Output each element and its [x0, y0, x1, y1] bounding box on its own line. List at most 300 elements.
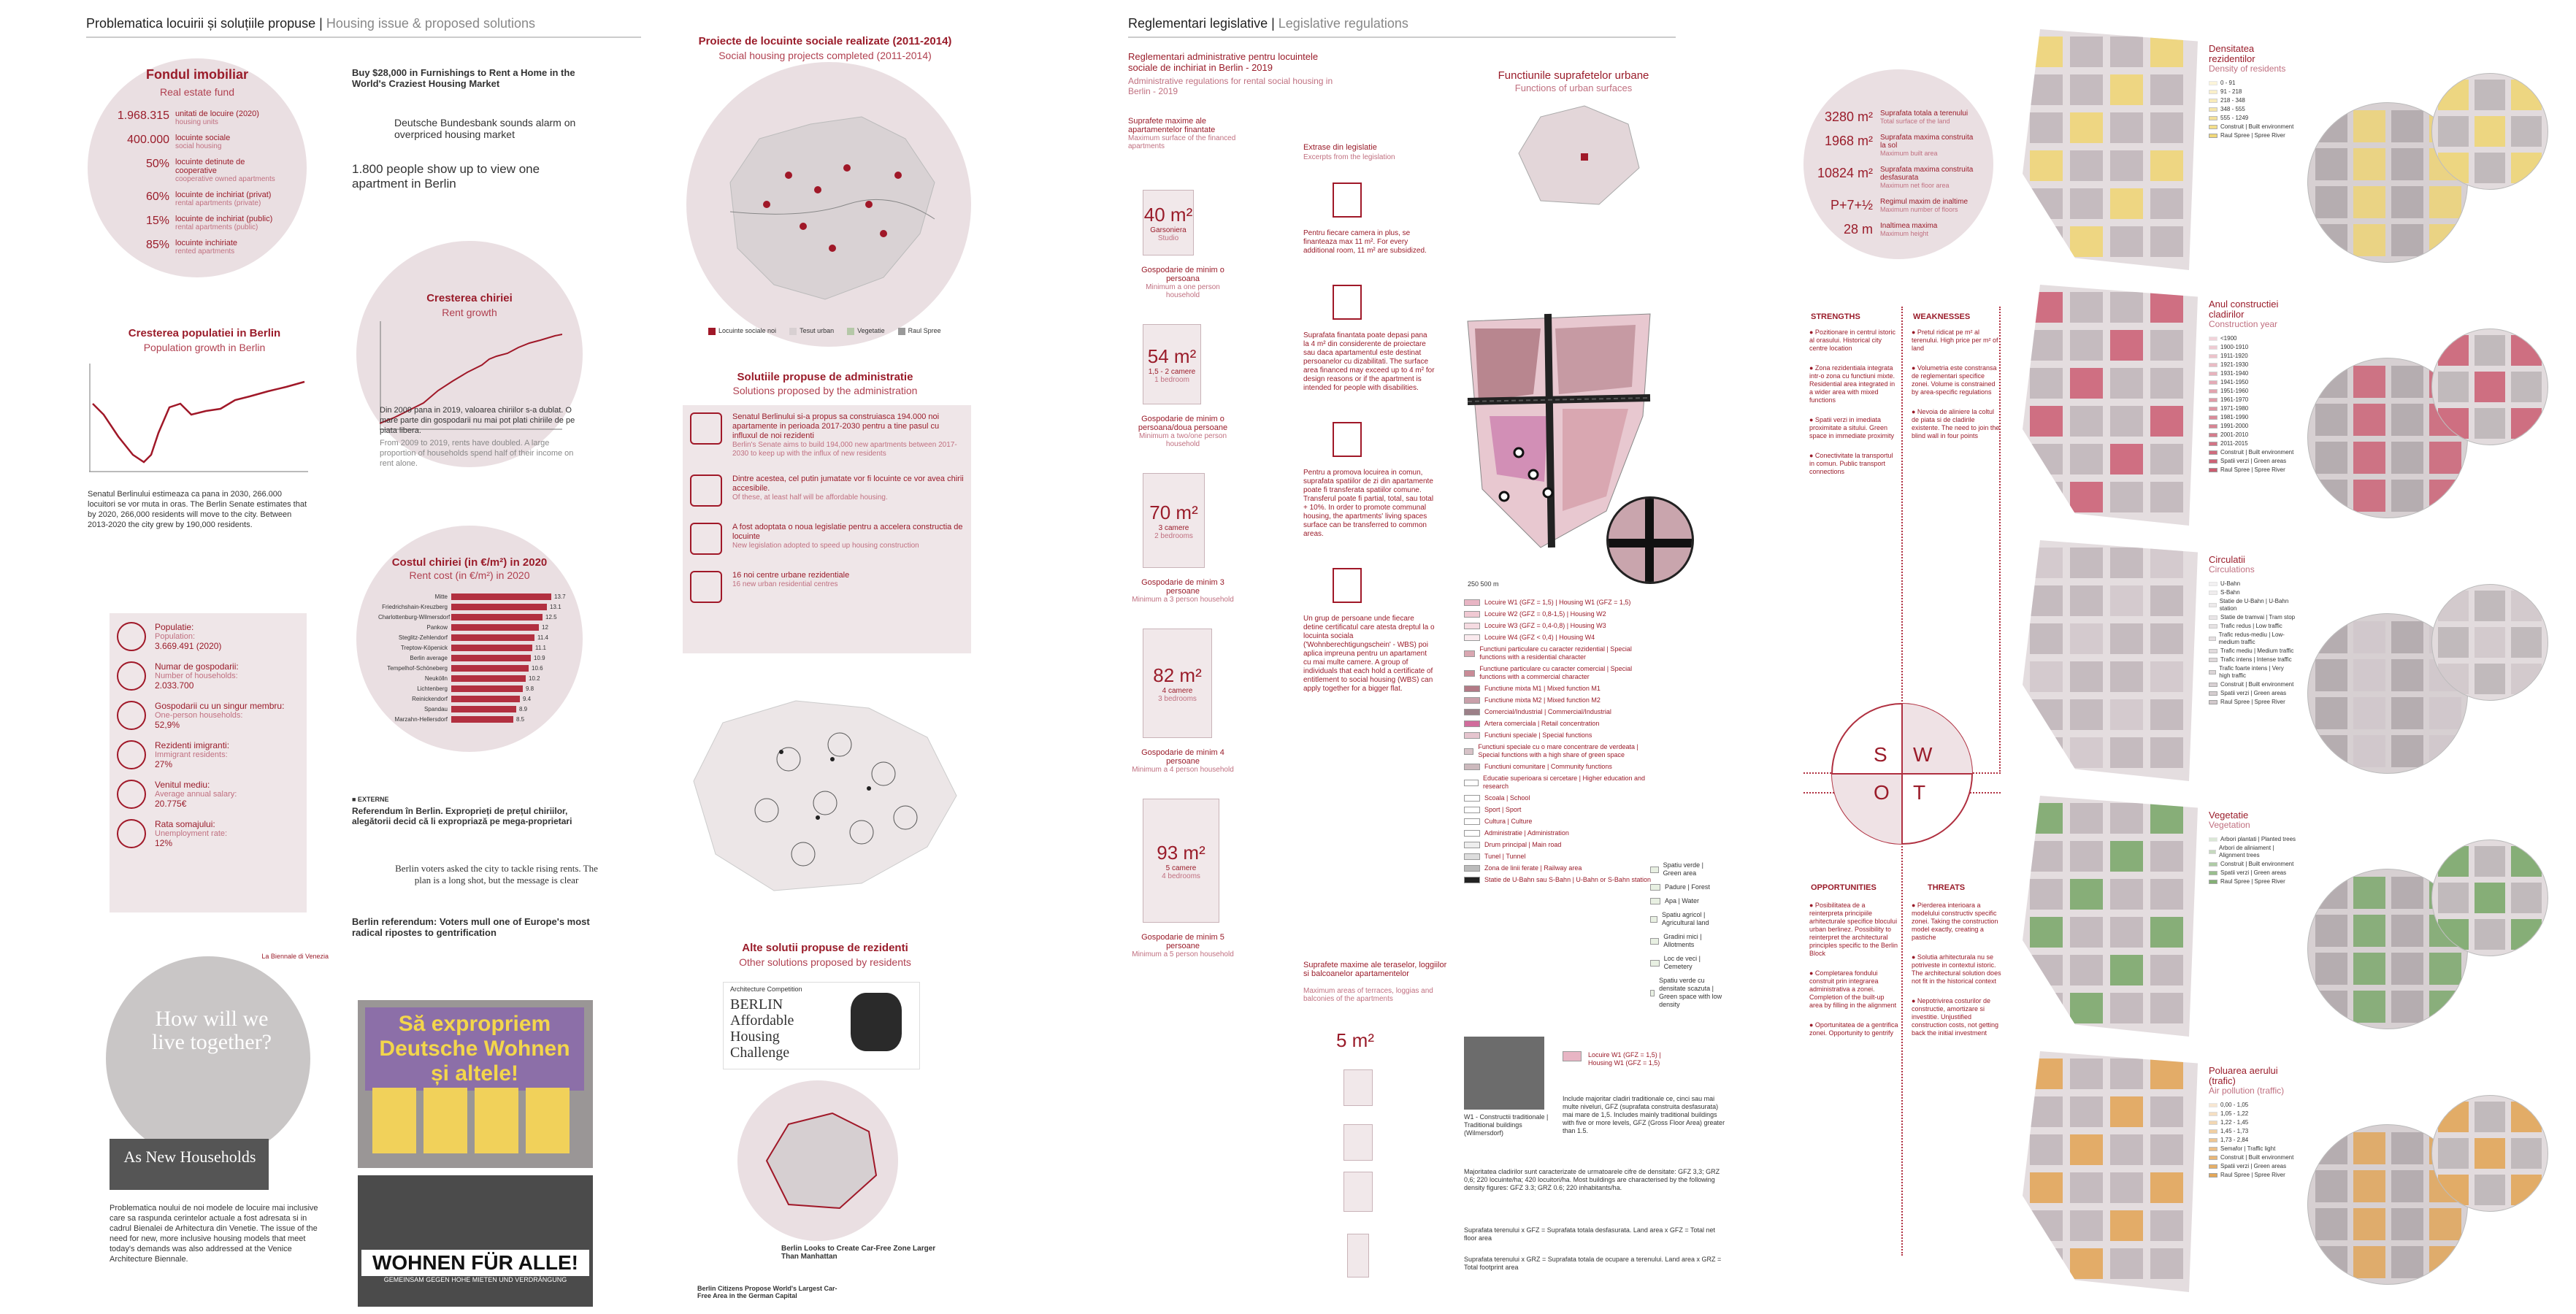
- terrace-area: 5 m²: [1336, 1029, 1374, 1051]
- zoom-cell: [2438, 919, 2469, 950]
- pop-growth-subtitle: Population growth in Berlin: [143, 342, 266, 353]
- map-legend-swatch: [2209, 424, 2217, 429]
- map-legend-swatch: [2209, 345, 2217, 350]
- w1-swatch: [1563, 1051, 1582, 1061]
- map-legend-label: 1961-1970: [2220, 396, 2249, 403]
- sign: [423, 1088, 467, 1153]
- map-legend-label: Arbori de aliniament | Alignment trees: [2218, 845, 2274, 858]
- projects-map: [701, 95, 949, 314]
- stat-label-en: One-person households:: [155, 711, 243, 720]
- zoom-cell: [2511, 1138, 2542, 1169]
- fund-label-en: housing units: [175, 118, 218, 126]
- zoom-cell: [2438, 80, 2469, 110]
- map-legend-label: <1900: [2220, 335, 2237, 342]
- map-block-cell: [2110, 150, 2143, 181]
- excerpt-block: [1303, 422, 1435, 539]
- header2-ro: Reglementari legislative: [1128, 16, 1268, 31]
- zoom-cell: [2429, 480, 2461, 512]
- map-legend-item: [2209, 379, 2296, 386]
- map-block-cell: [2110, 803, 2143, 834]
- map-block-cell: [2150, 330, 2183, 361]
- urban-legend-swatch: [1464, 795, 1480, 802]
- urban-legend-item: [1464, 763, 1654, 771]
- map-block-cell: [2070, 150, 2103, 181]
- unit-block: [1128, 799, 1289, 958]
- news-headline-5: Berlin voters asked the city to tackle rising rents. The plan is a long shot, but the message is clear: [395, 863, 598, 885]
- map-legend-item: [2209, 1102, 2296, 1109]
- zoom-cell: [2353, 697, 2385, 729]
- unit-desc-ro: Gospodarie de minim 5 persoane: [1141, 933, 1224, 950]
- urban-legend-swatch: [1464, 748, 1473, 755]
- map-block-cell: [2070, 112, 2103, 143]
- map-legend-swatch: [2209, 90, 2217, 94]
- map-block-cell: [2150, 1248, 2183, 1279]
- urban-legend-swatch: [1464, 623, 1480, 629]
- urban-title: Functiunile suprafetelor urbane: [1498, 69, 1649, 82]
- alt-subtitle: Other solutions proposed by residents: [739, 956, 911, 968]
- map-legend-swatch: [2209, 459, 2217, 464]
- unit-rooms-ro: 4 camere: [1162, 686, 1193, 695]
- unit-desc-ro: Gospodarie de minim o persoana: [1141, 266, 1224, 283]
- fund-label-en: social housing: [175, 142, 222, 150]
- rent-district: Neukölln: [424, 675, 448, 682]
- urban-legend-item: [1464, 775, 1654, 791]
- unit-rooms-en: 2 bedrooms: [1154, 531, 1193, 540]
- news-headline-6: Berlin referendum: Voters mull one of Europe's most radical ripostes to gentrification: [352, 916, 590, 938]
- map-legend-item: [2209, 1110, 2296, 1118]
- map-legend-label: Arbori plantati | Planted trees: [2220, 836, 2296, 842]
- stat-row: [117, 740, 303, 769]
- stat-row: [117, 622, 303, 651]
- map-block-cell: [2070, 623, 2103, 654]
- stat-label-ro: Numar de gospodarii:: [155, 661, 239, 672]
- excerpt-icon: [1333, 182, 1362, 218]
- zoom-cell: [2429, 442, 2461, 474]
- zoom-cell: [2511, 664, 2542, 694]
- swot-s: S: [1874, 743, 1887, 766]
- rent-value: 12.5: [545, 613, 557, 620]
- map-legend-item: [2209, 88, 2296, 96]
- map-legend-swatch: [2209, 871, 2217, 875]
- zoom-cell: [2475, 408, 2505, 439]
- map-legend-swatch: [2209, 433, 2217, 437]
- excerpt-block: [1303, 182, 1435, 256]
- projects-legend: [708, 327, 957, 335]
- zoom-cell: [2315, 404, 2347, 436]
- zoom-cell: [2511, 883, 2542, 913]
- zoom-cell: [2511, 335, 2542, 366]
- urban-legend-label: Locuire W4 (GFZ < 0,4) | Housing W4: [1484, 634, 1595, 641]
- map-block-cell: [2150, 737, 2183, 768]
- map-legend-item: [2209, 106, 2296, 113]
- unit-area: 54 m²: [1147, 345, 1197, 367]
- stat-icon: [117, 740, 146, 769]
- protest-photo-2: [358, 1175, 593, 1307]
- map-legend-swatch: [2209, 354, 2217, 358]
- zoom-cell: [2475, 372, 2505, 402]
- map-legend-swatch: [2209, 81, 2217, 85]
- map-legend-swatch: [2209, 116, 2217, 120]
- fund-value: 85%: [145, 239, 169, 251]
- map-block: [2023, 285, 2570, 533]
- unit-block: [1128, 324, 1289, 448]
- zoom-cell: [2429, 1208, 2461, 1240]
- terrace-sq-3: [1343, 1172, 1373, 1212]
- map-title-ro: Anul constructiei cladirilor: [2209, 299, 2279, 320]
- zoom-circle-small: [2431, 73, 2548, 190]
- map-block-cell: [2070, 406, 2103, 437]
- zoom-cell: [2353, 404, 2385, 436]
- fund-text: [175, 158, 285, 183]
- map-block-cell: [2070, 444, 2103, 474]
- rent-district: Charlottenburg-Wilmersdorf: [378, 613, 451, 620]
- zoom-cell: [2511, 372, 2542, 402]
- urban-legend-label: Functiune mixta M1 | Mixed function M1: [1484, 685, 1601, 692]
- rent-row: [378, 704, 575, 714]
- map-legend-item: [2209, 589, 2296, 596]
- map-block-cell: [2030, 1248, 2063, 1279]
- map-legend-label: Construit | Built environment: [2220, 681, 2294, 688]
- zoom-cell: [2511, 1102, 2542, 1132]
- rent-row: [378, 612, 575, 622]
- rent-district: Friedrichshain-Kreuzberg: [382, 603, 448, 610]
- map-block-cell: [2030, 841, 2063, 872]
- urban-legend2-label: Loc de veci | Cemetery: [1663, 955, 1701, 970]
- excerpt-icon: [1333, 568, 1362, 603]
- map-block-cell: [2070, 36, 2103, 67]
- urban-legend2-label: Apa | Water: [1665, 897, 1700, 904]
- urban-legend-item: [1464, 841, 1654, 849]
- map-legend-item: [2209, 1128, 2296, 1135]
- solution-row: [690, 474, 964, 507]
- zoom-cell: [2391, 621, 2423, 653]
- rent-district: Lichtenberg: [417, 685, 448, 692]
- urban-legend2-label: Gradini mici | Allotments: [1663, 933, 1702, 948]
- map-block-cell: [2150, 74, 2183, 105]
- fund-label-ro: locuinte sociale: [175, 134, 231, 142]
- w1-text: Include majoritar cladiri traditionale ce, cinci sau mai multe niveluri, GFZ (suprafata construita desfasurata) mai mare de 1,5. Includes mainly traditional buildings with five or more levels, GFZ (Gross Floor Area) greater than 1.5.: [1563, 1095, 1725, 1134]
- zoom-circle-small: [2431, 584, 2548, 701]
- map-block-cell: [2150, 150, 2183, 181]
- map-legend-item: [2209, 1137, 2296, 1144]
- urban-legend-swatch: [1464, 853, 1480, 860]
- map-legend-item: [2209, 431, 2296, 439]
- map-legend-swatch: [2209, 700, 2217, 704]
- map-block-cell: [2070, 368, 2103, 399]
- map-legend-label: Trafic redus-mediu | Low-medium traffic: [2218, 631, 2285, 645]
- urban-legend-item: [1464, 731, 1654, 739]
- map-block-cell: [2070, 737, 2103, 768]
- stat-value: 2.033.700: [155, 680, 194, 691]
- rent-bar: [451, 696, 520, 702]
- unit-rooms-en: 4 bedrooms: [1162, 872, 1200, 880]
- site-label-ro: Inaltimea maxima: [1880, 222, 1938, 230]
- legend-swatch: [898, 328, 905, 335]
- zoom-cell: [2353, 480, 2385, 512]
- rent-bar: [451, 604, 547, 610]
- unit-rooms-ro: Garsoniera: [1150, 226, 1187, 234]
- stat-label-en: Population:: [155, 632, 196, 641]
- map-legend-label: 1931-1940: [2220, 370, 2249, 377]
- map-block-cell: [2030, 548, 2063, 578]
- map-block-cell: [2030, 74, 2063, 105]
- zoom-cell: [2353, 224, 2385, 256]
- zoom-cell: [2475, 883, 2505, 913]
- map-legend-swatch: [2209, 862, 2217, 867]
- map-title-en: Density of residents: [2209, 64, 2286, 74]
- map-legend-item: [2209, 405, 2296, 412]
- site-text: [1880, 134, 1975, 157]
- swot-diagram: [1829, 701, 1975, 847]
- map-block-cell: [2150, 879, 2183, 910]
- map-block-cell: [2030, 737, 2063, 768]
- urban-legend-item: [1464, 622, 1654, 630]
- site-text: [1880, 166, 1975, 189]
- map-legend-swatch: [2209, 1164, 2217, 1169]
- zoom-cell: [2511, 153, 2542, 183]
- map-legend-item: [2209, 423, 2296, 430]
- swot-item: ● Conectivitate la transportul in comun. Public transport connections: [1809, 452, 1893, 475]
- map-legend-label: Statie de tramvai | Tram stop: [2220, 614, 2296, 620]
- map-block: [2023, 29, 2570, 277]
- terrace-subtitle: Maximum areas of terraces, loggias and balconies of the apartments: [1303, 987, 1433, 1003]
- swot-w: W: [1913, 743, 1933, 766]
- stat-row: [117, 661, 303, 691]
- swot-item: ● Oportunitatea de a gentrifica zonei. Opportunity to gentrify: [1809, 1021, 1898, 1037]
- urban-legend-swatch: [1464, 877, 1480, 883]
- fund-value: 50%: [145, 158, 169, 170]
- rent-cost-subtitle: Rent cost (in €/m²) in 2020: [409, 569, 530, 581]
- rent-growth-text-en: From 2009 to 2019, rents have doubled. A large proportion of households spend half of their income on rent alone.: [380, 439, 574, 468]
- site-value: 3280 m²: [1824, 110, 1873, 124]
- map-legend-swatch: [2209, 398, 2217, 402]
- zoom-cell: [2429, 697, 2461, 729]
- stat-icon: [117, 780, 146, 809]
- rent-value: 9.8: [526, 685, 534, 692]
- zoom-cell: [2353, 953, 2385, 985]
- site-label-en: Total surface of the land: [1880, 118, 1950, 125]
- map-legend-label: Raul Spree | Spree River: [2220, 878, 2285, 885]
- urban-legend-item: [1464, 634, 1654, 642]
- map-legend-label: 1,45 - 1,73: [2220, 1128, 2249, 1134]
- map-legend-label: Raul Spree | Spree River: [2220, 132, 2285, 139]
- map-block-cell: [2110, 1172, 2143, 1203]
- solution-en: New legislation adopted to speed up housing construction: [732, 542, 919, 550]
- map-legend-item: [2209, 388, 2296, 395]
- map-legend-label: 1991-2000: [2220, 423, 2249, 429]
- map-block-cell: [2070, 548, 2103, 578]
- map-block-cell: [2110, 112, 2143, 143]
- map-block-cell: [2150, 585, 2183, 616]
- urban-legend2-swatch: [1650, 898, 1660, 904]
- solution-icon: [690, 571, 722, 603]
- site-row: [1814, 222, 1997, 237]
- zoom-cell: [2353, 442, 2385, 474]
- map-legend-swatch: [2209, 615, 2217, 620]
- rent-row: [378, 632, 575, 642]
- fund-label-ro: unitati de locuire (2020): [175, 110, 259, 118]
- rent-bar: [451, 665, 529, 672]
- unit-desc-en: Minimum a 5 person household: [1132, 950, 1234, 958]
- map-legend-label: 1,22 - 1,45: [2220, 1119, 2249, 1126]
- biennale-photo: [106, 956, 310, 1161]
- zoom-cell: [2429, 1246, 2461, 1278]
- pop-growth-chart: [89, 364, 308, 473]
- map-block-cell: [2030, 1172, 2063, 1203]
- urban-legend-item: [1464, 610, 1654, 618]
- urban-legend2-label: Spatiu verde | Green area: [1663, 861, 1703, 877]
- map-legend-item: [2209, 396, 2296, 404]
- news-tag: ■ EXTERNE: [352, 796, 389, 803]
- map-legend-label: 1921-1930: [2220, 361, 2249, 368]
- solution-en: Of these, at least half will be affordable housing.: [732, 493, 888, 502]
- urban-legend2-swatch: [1650, 867, 1659, 873]
- zoom-cell: [2315, 1246, 2347, 1278]
- legend-label: Locuinte sociale noi: [718, 327, 777, 334]
- wohnen-sub: GEMEINSAM GEGEN HOHE MIETEN UND VERDRÄNGUNG: [383, 1276, 567, 1283]
- map-block-cell: [2110, 1248, 2143, 1279]
- urban-legend2-item: [1650, 861, 1723, 877]
- excerpt-text: Pentru a promova locuirea in comun, suprafata spatiilor de zi din apartamente poate fi transferata spatiilor comune. Transferul poate fi partial, total, sau total + 10%. In order to promote communal housing, the apartments' living spaces surface can be transferred to common areas.: [1303, 469, 1434, 538]
- stat-label-ro: Venitul mediu:: [155, 780, 210, 790]
- map-legend-item: [2209, 370, 2296, 377]
- map-caption: [2209, 555, 2296, 707]
- unit-desc-ro: Gospodarie de minim 4 persoane: [1141, 748, 1224, 766]
- zoom-cell: [2353, 1208, 2385, 1240]
- unit-square: [1143, 799, 1219, 923]
- map-legend-label: Raul Spree | Spree River: [2220, 466, 2285, 473]
- header-left: Problematica locuirii și soluțiile propuse | Housing issue & proposed solutions: [86, 16, 535, 31]
- zoom-cell: [2475, 335, 2505, 366]
- map-block-cell: [2070, 330, 2103, 361]
- map-legend-label: Semafor | Traffic light: [2220, 1145, 2276, 1152]
- swot-item: ● Zona rezidentiala integrata intr-o zona cu functiuni mixte. Residential area integrated in a wider area with mixed functions: [1809, 364, 1895, 404]
- zoom-cell: [2475, 591, 2505, 621]
- rent-growth-text-ro: Din 2009 pana in 2019, valoarea chiriilor s-a dublat. O mare parte din gospodarii nu mai pot plati chiriile de pe piata libera.: [380, 406, 575, 435]
- solution-icon: [690, 474, 722, 507]
- rent-value: 11.4: [537, 634, 548, 641]
- map-block-cell: [2110, 74, 2143, 105]
- urban-legend2-item: [1650, 897, 1723, 905]
- rent-row: [378, 653, 575, 663]
- map-block-cell: [2110, 1134, 2143, 1165]
- zoom-cell: [2475, 664, 2505, 694]
- urban-legend-swatch: [1464, 697, 1480, 704]
- rent-row: [378, 602, 575, 612]
- unit-rooms-ro: 5 camere: [1165, 864, 1197, 872]
- map-block-cell: [2110, 661, 2143, 692]
- stat-row: [117, 701, 303, 730]
- zoom-cell: [2391, 148, 2423, 180]
- rent-district: Spandau: [423, 705, 448, 712]
- fund-text: [175, 215, 285, 231]
- fund-label-en: rental apartments (private): [175, 199, 261, 207]
- fund-row: [110, 134, 292, 150]
- rent-cost-title: Costul chiriei (in €/m²) in 2020: [391, 556, 548, 569]
- sign: [526, 1088, 570, 1153]
- urban-legend2-label: Spatiu verde cu densitate scazuta | Green space with low density: [1659, 977, 1722, 1008]
- regs-col1-subtitle: Maximum surface of the financed apartments: [1128, 134, 1236, 150]
- unit-rooms-en: 3 bedrooms: [1158, 694, 1197, 703]
- map-legend-swatch: [2209, 603, 2217, 607]
- solution-en: 16 new urban residential centres: [732, 580, 838, 588]
- map-legend-label: S-Bahn: [2220, 589, 2240, 596]
- zoom-cell: [2391, 442, 2423, 474]
- map-legend-item: [2209, 1119, 2296, 1126]
- urban-legend-item: [1464, 818, 1654, 826]
- map-legend-item: [2209, 361, 2296, 369]
- biennale-text-1: How will we live together?: [151, 1007, 272, 1054]
- stat-icon: [117, 661, 146, 691]
- zoom-cell: [2511, 627, 2542, 658]
- urban-legend-swatch: [1464, 599, 1480, 606]
- zoom-cell: [2315, 953, 2347, 985]
- rent-bar: [451, 645, 532, 651]
- analysis-map: [2023, 540, 2198, 781]
- map-block-cell: [2150, 1172, 2183, 1203]
- map-block-cell: [2150, 112, 2183, 143]
- unit-rooms-en: Studio: [1157, 234, 1179, 242]
- fund-value: 60%: [145, 191, 169, 203]
- map-legend-item: [2209, 1154, 2296, 1161]
- map-block-cell: [2070, 699, 2103, 730]
- map-legend-label: 2011-2015: [2220, 440, 2248, 447]
- map-legend-item: [2209, 845, 2296, 859]
- fund-label-en: cooperative owned apartments: [175, 175, 275, 183]
- analysis-map: [2023, 796, 2198, 1037]
- urban-legend-swatch: [1464, 670, 1475, 677]
- terrace-title: Suprafete maxime ale teraselor, loggiilor si balcoanelor apartamentelor: [1303, 961, 1447, 978]
- map-legend-swatch: [2209, 649, 2217, 653]
- grz-text: Suprafata terenului x GRZ = Suprafata totala de ocupare a terenului. Land area x GRZ = Total footprint area: [1464, 1256, 1722, 1271]
- map-legend-label: Raul Spree | Spree River: [2220, 1172, 2285, 1178]
- urban-legend-swatch: [1464, 634, 1480, 641]
- unit-desc-en: Minimum a 4 person household: [1132, 766, 1234, 774]
- map-legend-swatch: [2209, 591, 2217, 595]
- map-legend-item: [2209, 869, 2296, 877]
- map-title-en: Circulations: [2209, 564, 2255, 575]
- map-legend-swatch: [2209, 1112, 2217, 1116]
- map-block-cell: [2110, 585, 2143, 616]
- zoom-cell: [2315, 991, 2347, 1023]
- urban-legend-swatch: [1464, 764, 1480, 770]
- unit-desc-ro: Gospodarie de minim o persoana/doua persoane: [1138, 415, 1228, 432]
- map-title-ro: Circulatii: [2209, 554, 2245, 565]
- map-block-cell: [2030, 623, 2063, 654]
- map-block-cell: [2070, 482, 2103, 512]
- road: [1645, 499, 1654, 584]
- zoom-cell: [2353, 366, 2385, 398]
- map-block-cell: [2110, 330, 2143, 361]
- threats-list: [1912, 902, 2003, 1049]
- map-block-cell: [2110, 36, 2143, 67]
- rent-row: [378, 622, 575, 632]
- site-row: [1814, 166, 1997, 189]
- map-legend-swatch: [2209, 107, 2217, 112]
- map-legend-swatch: [2209, 125, 2217, 129]
- map-legend-label: 1,73 - 2,84: [2220, 1137, 2249, 1143]
- legend-item: [898, 327, 941, 335]
- map-block-cell: [2110, 188, 2143, 219]
- unit-area: 70 m²: [1149, 501, 1198, 523]
- fund-text: [175, 191, 285, 207]
- legend-swatch: [789, 328, 797, 335]
- site-value: 1968 m²: [1824, 134, 1873, 148]
- site-text: [1880, 222, 1975, 237]
- urban-legend-item: [1464, 864, 1654, 872]
- swot-item: ● Nevoia de aliniere la coltul de piata si de cladirile existente. The need to join the blind wall in four points: [1912, 408, 2000, 439]
- map-block-cell: [2110, 1210, 2143, 1241]
